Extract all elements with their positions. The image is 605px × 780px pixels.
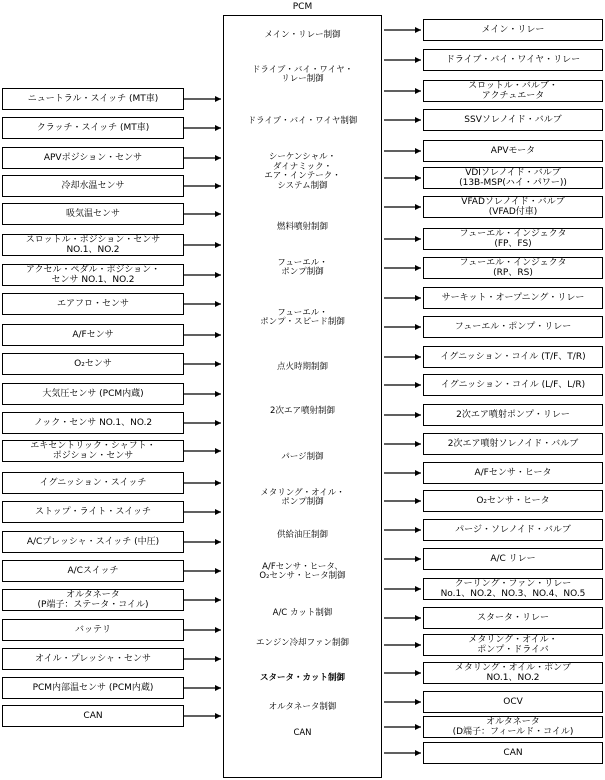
output-box: 2次エア噴射ソレノイド・バルブ [423,433,603,455]
output-box: 2次エア噴射ポンプ・リレー [423,404,603,426]
output-box: イグニッション・コイル (L/F、L/R) [423,374,603,396]
input-box: A/Fセンサ [2,324,184,346]
output-box: クーリング・ファン・リレー No.1、NO.2、NO.3、NO.4、NO.5 [423,578,603,600]
output-box: メイン・リレー [423,19,603,41]
input-box: オイル・プレッシャ・センサ [2,648,184,670]
input-box: 大気圧センサ (PCM内蔵) [2,383,184,405]
input-box: APVポジション・センサ [2,147,184,169]
output-box: フューエル・インジェクタ (FP、FS) [423,228,603,250]
input-box: スロットル・ポジション・センサ NO.1、NO.2 [2,234,184,256]
control-function-label: シーケンシャル・ ダイナミック・ エア・インテーク・ システム制御 [264,152,341,191]
input-box: バッテリ [2,619,184,641]
output-box: VFADソレノイド・バルブ (VFAD付車) [423,196,603,218]
control-function-label: ドライブ・バイ・ワイヤ・ リレー制御 [251,64,354,84]
output-box: スタータ・リレー [423,607,603,629]
input-box: イグニッション・スイッチ [2,472,184,494]
output-box: フューエル・インジェクタ (RP、RS) [423,257,603,279]
output-box: O₂センサ・ヒータ [423,490,603,512]
output-box: サーキット・オープニング・リレー [423,287,603,309]
output-box: ドライブ・バイ・ワイヤ・リレー [423,49,603,71]
control-function-label: メタリング・オイル・ ポンプ制御 [260,487,345,507]
control-function-label: A/C カット制御 [272,608,333,619]
output-box: イグニッション・コイル (T/F、T/R) [423,346,603,368]
input-box: 吸気温センサ [2,203,184,225]
output-box: OCV [423,691,603,713]
output-box: パージ・ソレノイド・バルブ [423,519,603,541]
control-function-label: フューエル・ ポンプ制御 [277,257,328,277]
output-box: メタリング・オイル・ポンプ NO.1、NO.2 [423,662,603,684]
control-function-label: パージ制御 [281,452,324,463]
output-box: CAN [423,742,603,764]
input-box: ノック・センサ NO.1、NO.2 [2,412,184,434]
input-box: A/Cスイッチ [2,560,184,582]
output-box: フューエル・ポンプ・リレー [423,316,603,338]
input-box: CAN [2,705,184,727]
pcm-title: PCM [292,2,313,12]
input-box: PCM内部温センサ (PCM内蔵) [2,677,184,699]
control-function-label: メイン・リレー制御 [264,30,341,41]
input-box: O₂センサ [2,353,184,375]
output-box: SSVソレノイド・バルブ [423,109,603,131]
control-function-label: ドライブ・バイ・ワイヤ制御 [247,116,358,127]
input-box: オルタネータ (P端子：ステータ・コイル) [2,589,184,611]
control-function-label: 点火時期制御 [276,362,328,373]
control-function-label: オルタネータ制御 [268,702,337,713]
control-function-label: 供給油圧制御 [276,530,328,541]
control-function-label: エンジン冷却ファン制御 [256,638,349,649]
control-function-label: 燃料噴射制御 [276,222,328,233]
input-box: エアフロ・センサ [2,293,184,315]
input-box: アクセル・ペダル・ポジション・ センサ NO.1、NO.2 [2,264,184,286]
input-box: 冷却水温センサ [2,175,184,197]
output-box: APVモータ [423,140,603,162]
input-box: ニュートラル・スイッチ (MT車) [2,88,184,110]
input-box: ストップ・ライト・スイッチ [2,501,184,523]
output-box: VDIソレノイド・バルブ (13B-MSP(ハイ・パワー)) [423,167,603,189]
input-box: エキセントリック・シャフト・ ポジション・センサ [2,440,184,462]
input-box: A/Cプレッシャ・スイッチ (中圧) [2,531,184,553]
control-function-label: A/Fセンサ・ヒータ、 O₂センサ・ヒータ制御 [259,561,346,581]
input-box: クラッチ・スイッチ (MT車) [2,117,184,139]
control-function-label: CAN [293,728,312,739]
control-function-label: スタータ・カット制御 [260,673,345,684]
control-function-label: 2次エア噴射制御 [270,406,335,417]
pcm-block [223,15,382,778]
output-box: メタリング・オイル・ ポンプ・ドライバ [423,634,603,656]
output-box: オルタネータ (D端子：フィールド・コイル) [423,716,603,738]
output-box: スロットル・バルブ・ アクチュエータ [423,80,603,102]
control-function-label: フューエル・ ポンプ・スピード制御 [260,307,345,327]
output-box: A/C リレー [423,548,603,570]
output-box: A/Fセンサ・ヒータ [423,462,603,484]
